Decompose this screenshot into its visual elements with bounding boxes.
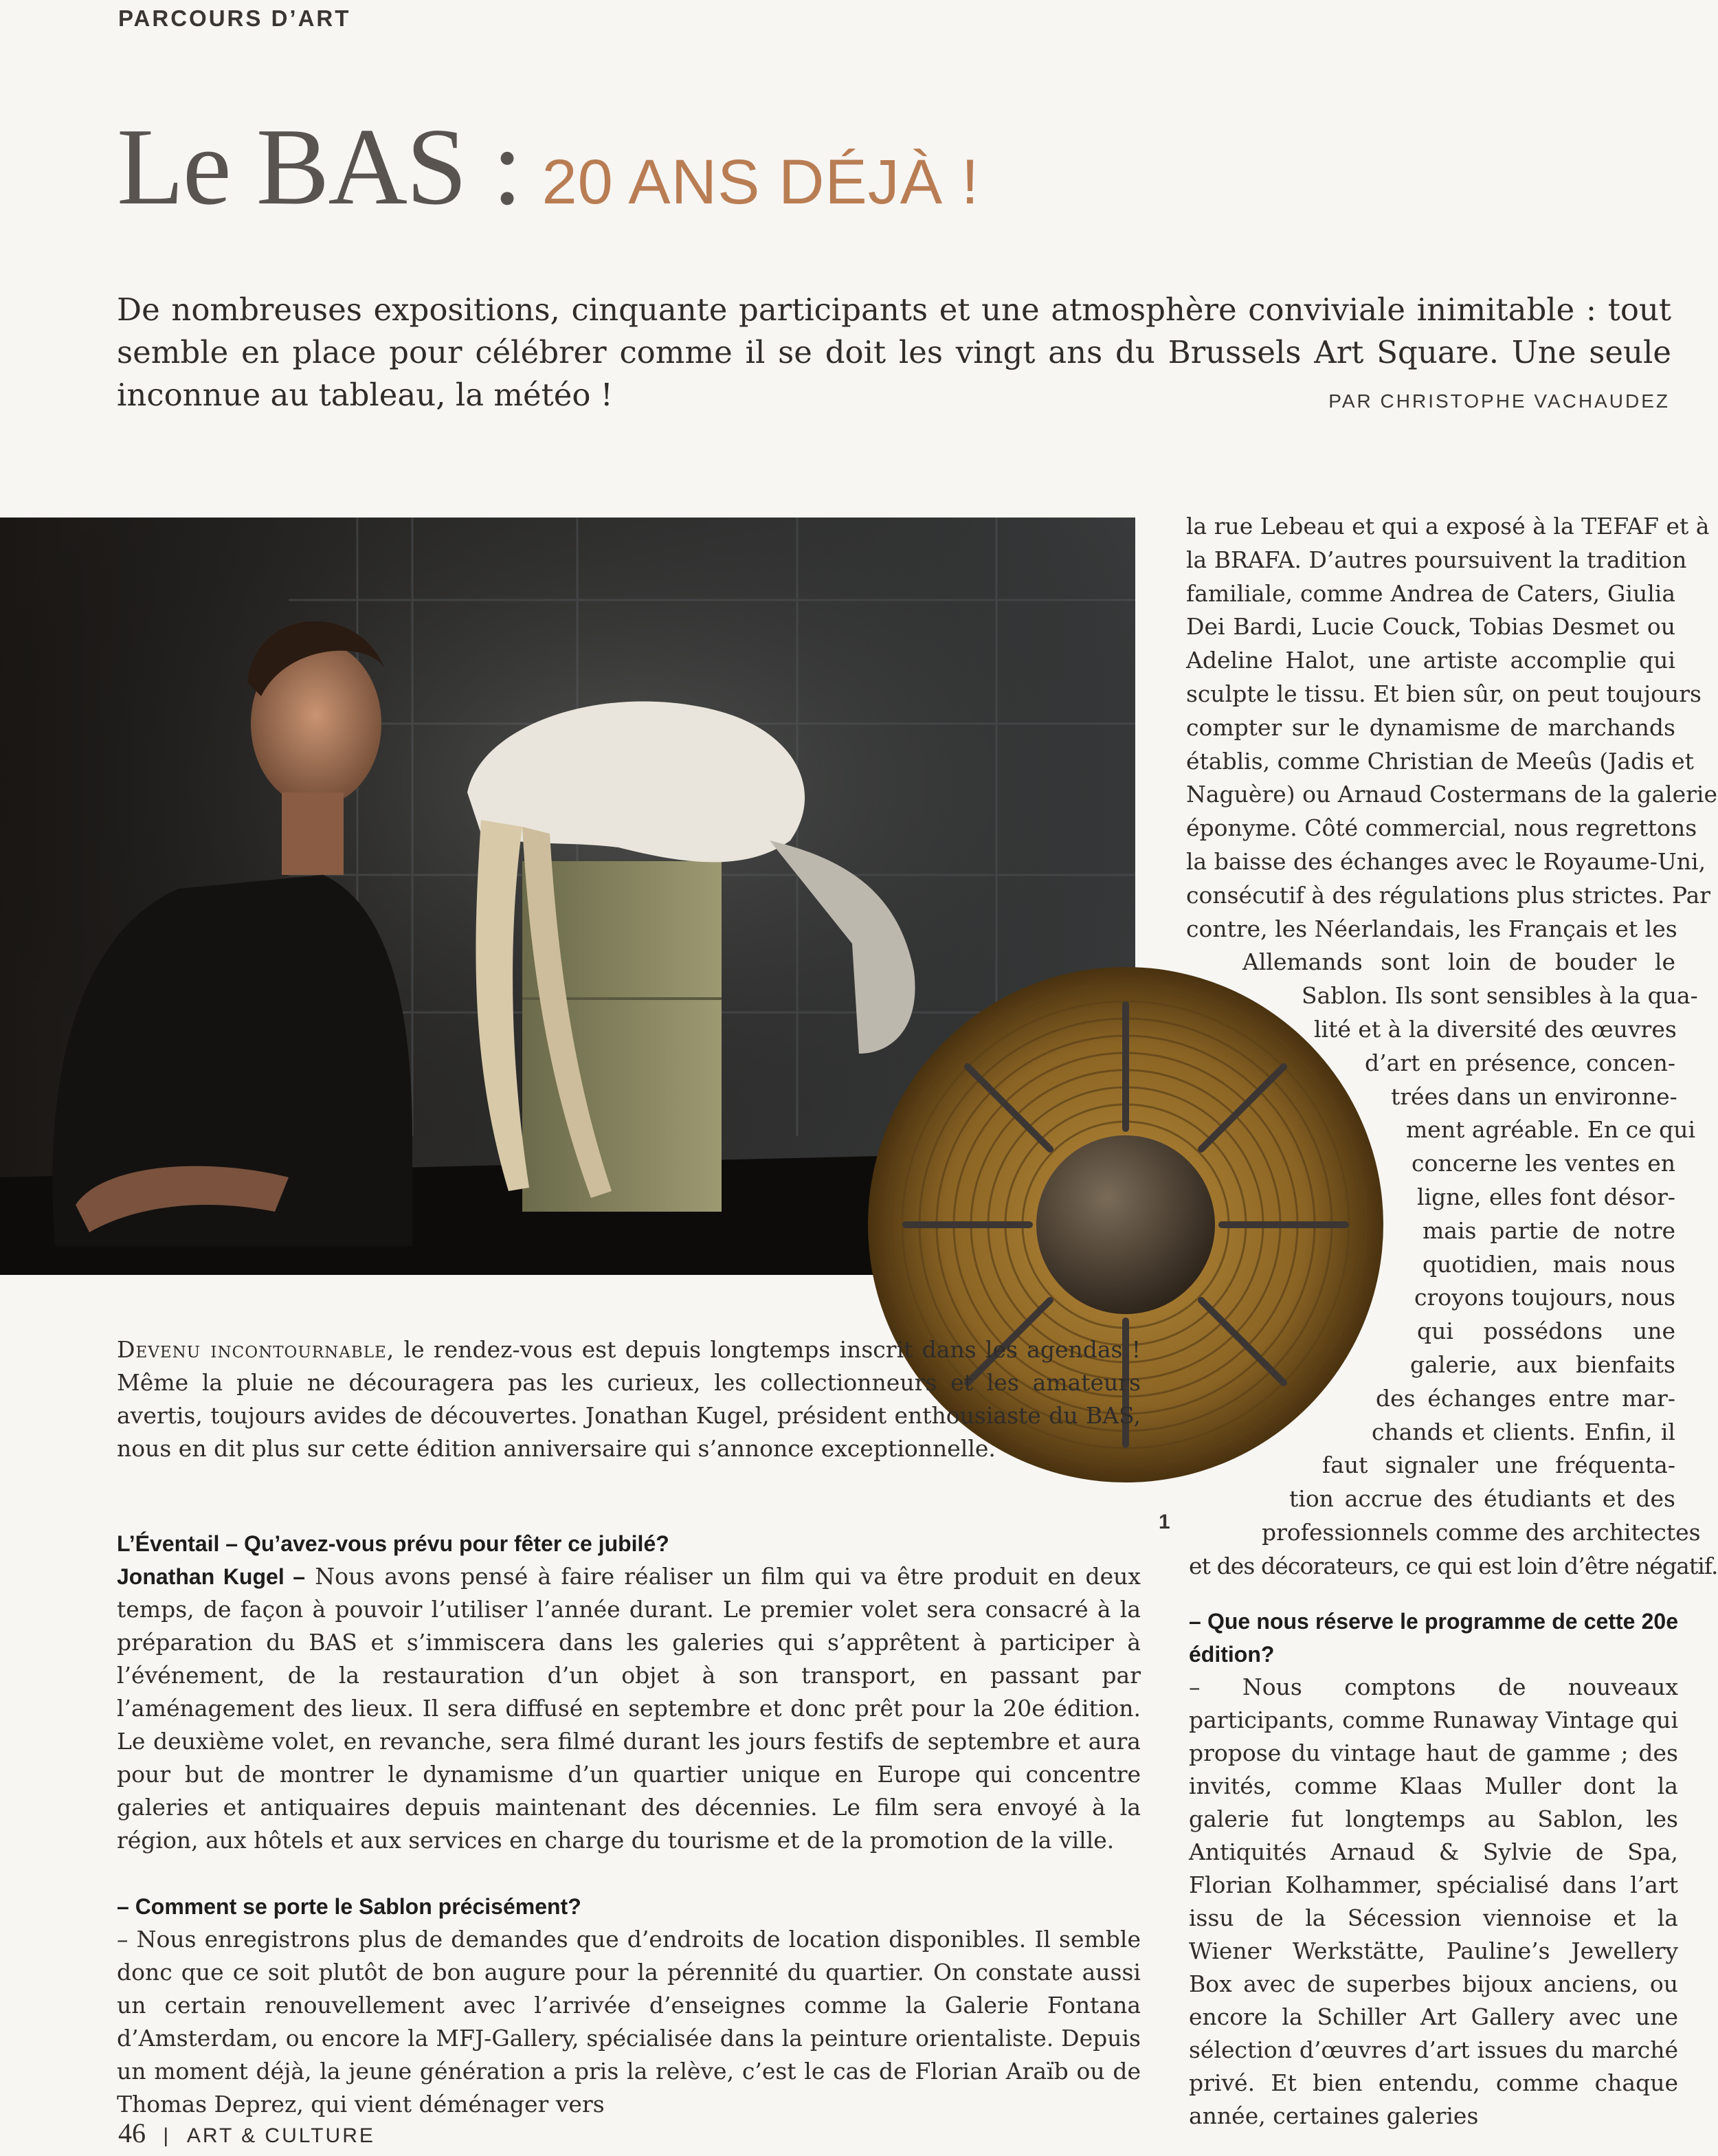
wrap-line: croyons toujours, nous [1414,1284,1676,1311]
wrap-line: établis, comme Christian de Meeûs (Jadis et [1186,747,1694,775]
answer-2: – Nous enregistrons plus de demandes que d’endroits de location disponibles. Il semble donc que ce soit plutôt de bon augure pour la pérennité du quartier. On constate aussi un certain renouvellement avec l’arrivée d’enseignes comme la Galerie Fontana d’Amsterdam, ou encore la MFJ-Gallery, spécialisée dans la peinture orientaliste. Depuis un moment déjà, la jeune génération a pris la relève, c’est le cas de Florian Araïb ou de Thomas Deprez, qui vient déménager vers [117,1926,1141,2118]
wrap-line: concerne les ventes en [1412,1150,1675,1177]
title-sub: 20 ANS DÉJÀ ! [542,147,980,217]
lead-text: le rendez-vous est depuis longtemps inscrit dans les agendas ! Même la pluie ne découragera pas les curieux, les collectionneurs et les amateurs avertis, toujours avides de découvertes. Jonathan Kugel, président enthousiaste du BAS, nous en dit plus sur cette édition anniversaire qui s’annonce exceptionnelle. [117,1336,1141,1462]
wrap-line: contre, les Néerlandais, les Français et les [1186,915,1677,942]
wrap-line: galerie, aux bienfaits [1410,1351,1675,1378]
section-label: PARCOURS D’ART [118,5,351,31]
answer-3: – Nous comptons de nouveaux participants, comme Runaway Vintage qui propose du vintage haut de gamme ; des invités, comme Klaas Muller dont la galerie fut longtemps au Sablon, les Antiquités Arnaud & Sylvie de Spa, Florian Kolhammer, spécialisé dans l’art issu de la Sécession viennoise et la Wiener Werkstätte, Pauline’s Jewellery Box avec de superbes bijoux anciens, ou encore la Schiller Art Gallery avec une sélection d’œuvres d’art issues du marché privé. Et bien entendu, comme chaque année, certaines galeries [1189,1674,1678,2129]
wrap-line: trées dans un environne- [1391,1082,1677,1110]
wrap-line: des échanges entre mar- [1376,1384,1675,1412]
wrap-line: compter sur le dynamisme de marchands [1186,713,1675,741]
wrap-line: quotidien, mais nous [1423,1250,1675,1278]
question-2: – Comment se porte le Sablon précisément? [117,1894,581,1919]
wrap-line: lité et à la diversité des œuvres [1314,1016,1677,1043]
footer-section: ART & CULTURE [186,2124,375,2147]
page-number: 46 [118,2118,146,2148]
lead-smallcaps: Devenu incontournable, [117,1336,395,1363]
wrap-line: éponyme. Côté commercial, nous regrettons [1186,814,1697,842]
interview-right-column [1189,1605,1678,2133]
lead-paragraph [117,1333,1141,1465]
wrap-line: Naguère) ou Arnaud Costermans de la galerie [1186,781,1718,808]
wrap-line: ligne, elles font désor- [1417,1183,1675,1210]
wrap-line: consécutif à des régulations plus strictes. Par [1186,881,1711,909]
wrap-line: Dei Bardi, Lucie Couck, Tobias Desmet ou [1186,613,1675,641]
answer-1-text: Nous avons pensé à faire réaliser un film qui va être produit en deux temps, de façon à pouvoir l’utiliser l’année durant. Le premier volet sera consacré à la préparation du BAS et s’immiscera dans les galeries qui s’apprêtent à participer à l’événement, de la restauration d’un objet à son transport, en passant par l’aménagement des lieux. Il sera diffusé en septembre et donc prêt pour la 20e édition. Le deuxième volet, en revanche, sera filmé durant les jours festifs de septembre et aura pour but de montrer le dynamisme d’un quartier unique en Europe qui concentre galeries et antiquaires depuis maintenant des décennies. Le film sera envoyé à la région, aux hôtels et aux services en charge du tourisme et de la promotion de la ville. [117,1563,1141,1854]
wrap-line: la baisse des échanges avec le Royaume-Uni, [1186,848,1706,875]
wrap-line: professionnels comme des architectes [1262,1519,1701,1546]
footer-separator: | [163,2124,171,2147]
wrap-line: et des décorateurs, ce qui est loin d’être négatif. [1189,1552,1718,1579]
byline: PAR CHRISTOPHE VACHAUDEZ [1328,390,1670,412]
question-1: L’Éventail – Qu’avez-vous prévu pour fêter ce jubilé? [117,1531,669,1556]
wrap-line: mais partie de notre [1423,1216,1675,1244]
wrap-line: qui possédons une [1417,1318,1675,1345]
page-footer [118,2117,375,2149]
wrap-line: la BRAFA. D’autres poursuivent la tradition [1186,546,1687,573]
interview-left-column [117,1527,1141,2121]
intro-paragraph: De nombreuses expositions, cinquante participants et une atmosphère conviviale inimitable : tout semble en place pour célébrer comme il se doit les vingt ans du Brussels Art Square. Une seule inconnue au tableau, la météo ! [117,291,1671,413]
wrap-line: sculpte le tissu. Et bien sûr, on peut toujours [1186,680,1702,707]
wrap-line: familiale, comme Andrea de Caters, Giulia [1186,579,1675,607]
wrap-line: tion accrue des étudiants et des [1289,1485,1675,1513]
figure-number: 1 [1159,1511,1170,1533]
wrap-line: Adeline Halot, une artiste accomplie qui [1186,647,1675,674]
wrap-line: d’art en présence, concen- [1365,1049,1675,1076]
wrap-line: ment agréable. En ce qui [1406,1116,1696,1144]
speaker-name: Jonathan Kugel – [117,1564,306,1589]
wrap-line: faut signaler une fréquenta- [1322,1452,1675,1479]
wrap-line: chands et clients. Enfin, il [1372,1418,1675,1445]
wrap-line: la rue Lebeau et qui a exposé à la TEFAF et à [1186,513,1710,540]
answer-1 [117,1560,1141,1857]
article-title [117,103,979,230]
wrap-line: Allemands sont loin de bouder le [1242,948,1675,976]
question-3: – Que nous réserve le programme de cette 20e édition? [1189,1609,1678,1667]
wrap-line: Sablon. Ils sont sensibles à la qua- [1302,982,1698,1010]
title-main: Le BAS : [117,105,522,227]
